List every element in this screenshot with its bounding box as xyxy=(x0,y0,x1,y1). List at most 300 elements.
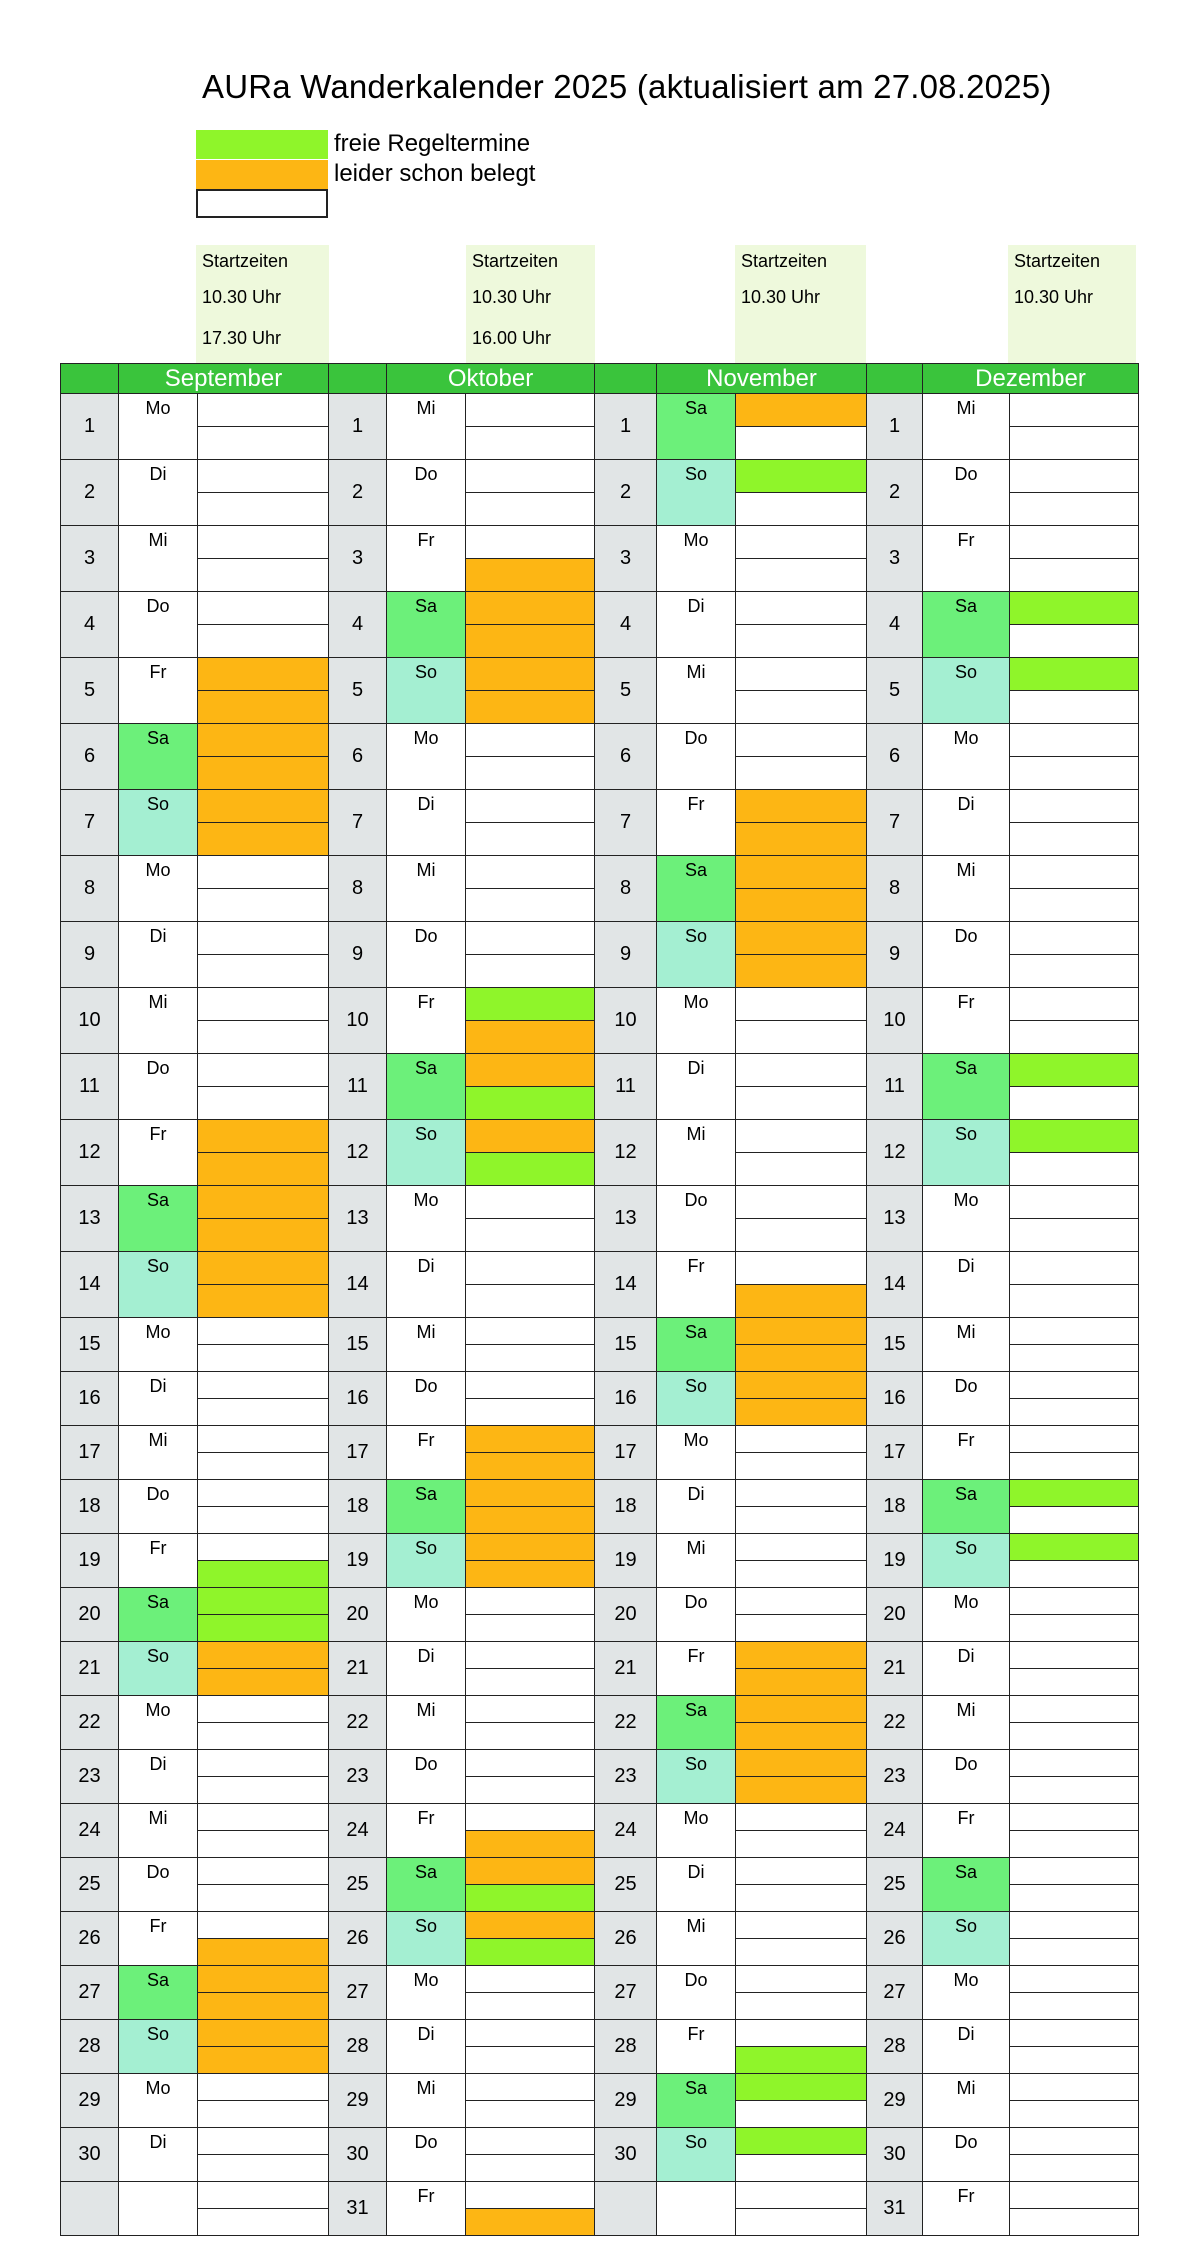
day-number: 4 xyxy=(595,592,657,658)
weekday-label: Di xyxy=(923,1642,1010,1696)
calendar-row xyxy=(61,2020,1139,2047)
time-slot-2 xyxy=(736,1399,867,1426)
day-number: 24 xyxy=(867,1804,923,1858)
time-slot-1 xyxy=(466,592,595,625)
weekday-label: Fr xyxy=(923,1426,1010,1480)
time-slot-2 xyxy=(466,955,595,988)
weekday-label: So xyxy=(119,1642,198,1696)
time-slot-1 xyxy=(1010,1912,1139,1939)
time-slot-2 xyxy=(198,1993,329,2020)
time-slot-1 xyxy=(466,1120,595,1153)
calendar-row xyxy=(61,856,1139,889)
weekday-label: Do xyxy=(119,592,198,658)
day-number: 8 xyxy=(867,856,923,922)
time-slot-1 xyxy=(466,526,595,559)
weekday-label: Mi xyxy=(657,1912,736,1966)
time-slot-2 xyxy=(1010,1939,1139,1966)
start-times-oktober xyxy=(466,245,595,363)
time-slot-2 xyxy=(736,1561,867,1588)
weekday-label: Mi xyxy=(923,856,1010,922)
weekday-label: Mo xyxy=(387,724,466,790)
time-slot-2 xyxy=(198,1219,329,1252)
weekday-label: Mi xyxy=(923,2074,1010,2128)
time-slot-1 xyxy=(736,394,867,427)
weekday-label: Sa xyxy=(119,1588,198,1642)
day-number: 22 xyxy=(595,1696,657,1750)
time-slot-1 xyxy=(466,1588,595,1615)
weekday-label: Mi xyxy=(657,658,736,724)
day-number: 9 xyxy=(329,922,387,988)
day-number: 21 xyxy=(867,1642,923,1696)
time-slot-1 xyxy=(198,1318,329,1345)
day-number: 1 xyxy=(61,394,119,460)
time-slot-2 xyxy=(736,1021,867,1054)
time-slot-2 xyxy=(198,559,329,592)
weekday-label: So xyxy=(119,2020,198,2074)
time-slot-2 xyxy=(736,823,867,856)
day-number: 8 xyxy=(61,856,119,922)
day-number: 11 xyxy=(595,1054,657,1120)
time-slot-1 xyxy=(736,1120,867,1153)
weekday-label: Mo xyxy=(119,856,198,922)
start-times-november xyxy=(735,245,866,363)
weekday-label: So xyxy=(657,460,736,526)
time-slot-1 xyxy=(466,2074,595,2101)
time-slot-1 xyxy=(198,1750,329,1777)
weekday-label: So xyxy=(923,1534,1010,1588)
time-slot-2 xyxy=(736,1219,867,1252)
weekday-label: Fr xyxy=(923,1804,1010,1858)
time-slot-1 xyxy=(736,1696,867,1723)
day-number: 3 xyxy=(595,526,657,592)
weekday-label: Do xyxy=(387,460,466,526)
calendar-row xyxy=(61,1120,1139,1153)
time-slot-2 xyxy=(466,1285,595,1318)
day-number: 4 xyxy=(867,592,923,658)
weekday-label: Mi xyxy=(657,1120,736,1186)
day-number: 23 xyxy=(867,1750,923,1804)
weekday-label: Do xyxy=(387,922,466,988)
day-number: 21 xyxy=(329,1642,387,1696)
day-number: 26 xyxy=(867,1912,923,1966)
time-slot-1 xyxy=(1010,592,1139,625)
start-time-1: 10.30 Uhr xyxy=(202,287,282,307)
weekday-label: Mo xyxy=(119,394,198,460)
weekday-label: Do xyxy=(923,2128,1010,2182)
calendar-row xyxy=(61,658,1139,691)
time-slot-1 xyxy=(198,1054,329,1087)
calendar-row xyxy=(61,790,1139,823)
time-slot-2 xyxy=(736,1777,867,1804)
time-slot-1 xyxy=(466,922,595,955)
day-number: 26 xyxy=(595,1912,657,1966)
time-slot-2 xyxy=(466,1399,595,1426)
weekday-label: Di xyxy=(923,1252,1010,1318)
calendar-row xyxy=(61,592,1139,625)
time-slot-2 xyxy=(736,1285,867,1318)
time-slot-1 xyxy=(1010,1480,1139,1507)
day-number: 29 xyxy=(867,2074,923,2128)
time-slot-2 xyxy=(736,1831,867,1858)
day-number: 18 xyxy=(595,1480,657,1534)
weekday-label: Fr xyxy=(387,988,466,1054)
day-number: 5 xyxy=(61,658,119,724)
day-number: 24 xyxy=(595,1804,657,1858)
time-slot-1 xyxy=(466,856,595,889)
time-slot-2 xyxy=(466,1993,595,2020)
day-number: 11 xyxy=(61,1054,119,1120)
day-number: 9 xyxy=(595,922,657,988)
time-slot-1 xyxy=(736,1186,867,1219)
time-slot-1 xyxy=(198,988,329,1021)
time-slot-2 xyxy=(1010,823,1139,856)
day-number: 14 xyxy=(595,1252,657,1318)
time-slot-2 xyxy=(466,2101,595,2128)
weekday-label: Sa xyxy=(923,1480,1010,1534)
time-slot-1 xyxy=(198,1372,329,1399)
start-times-september xyxy=(196,245,329,363)
day-number: 26 xyxy=(329,1912,387,1966)
time-slot-2 xyxy=(1010,691,1139,724)
time-slot-1 xyxy=(736,1750,867,1777)
page-title: AURa Wanderkalender 2025 (aktualisiert am 27.08.2025) xyxy=(202,68,1052,105)
day-number: 11 xyxy=(867,1054,923,1120)
time-slot-1 xyxy=(736,790,867,823)
calendar-row xyxy=(61,1318,1139,1345)
time-slot-1 xyxy=(1010,1696,1139,1723)
weekday-label: Mo xyxy=(119,2074,198,2128)
weekday-label: Di xyxy=(657,1858,736,1912)
weekday-label: Mo xyxy=(657,988,736,1054)
day-number: 8 xyxy=(595,856,657,922)
time-slot-1 xyxy=(466,724,595,757)
calendar-row xyxy=(61,1966,1139,1993)
time-slot-2 xyxy=(736,1939,867,1966)
time-slot-2 xyxy=(198,1669,329,1696)
day-number: 5 xyxy=(595,658,657,724)
weekday-label: So xyxy=(119,1252,198,1318)
time-slot-2 xyxy=(1010,2209,1139,2236)
time-slot-2 xyxy=(736,1087,867,1120)
time-slot-2 xyxy=(466,1885,595,1912)
month-header-oktober: Oktober xyxy=(387,364,595,394)
day-number: 19 xyxy=(61,1534,119,1588)
time-slot-2 xyxy=(198,823,329,856)
time-slot-1 xyxy=(1010,2182,1139,2209)
time-slot-1 xyxy=(198,526,329,559)
weekday-label: Mi xyxy=(923,394,1010,460)
day-number: 29 xyxy=(329,2074,387,2128)
day-number: 28 xyxy=(329,2020,387,2074)
calendar-row xyxy=(61,1534,1139,1561)
day-number: 30 xyxy=(867,2128,923,2182)
time-slot-2 xyxy=(1010,1669,1139,1696)
time-slot-1 xyxy=(736,1804,867,1831)
time-slot-2 xyxy=(1010,1453,1139,1480)
time-slot-2 xyxy=(1010,1777,1139,1804)
weekday-label: So xyxy=(923,658,1010,724)
time-slot-2 xyxy=(466,1345,595,1372)
time-slot-1 xyxy=(1010,1372,1139,1399)
weekday-label: Mi xyxy=(387,1696,466,1750)
time-slot-2 xyxy=(1010,1285,1139,1318)
time-slot-1 xyxy=(466,2128,595,2155)
day-number: 25 xyxy=(595,1858,657,1912)
time-slot-1 xyxy=(198,1588,329,1615)
time-slot-2 xyxy=(1010,889,1139,922)
time-slot-1 xyxy=(198,1480,329,1507)
day-number: 28 xyxy=(867,2020,923,2074)
weekday-label: Sa xyxy=(387,1054,466,1120)
weekday-label: So xyxy=(387,1120,466,1186)
time-slot-2 xyxy=(466,1669,595,1696)
time-slot-2 xyxy=(736,559,867,592)
time-slot-2 xyxy=(736,625,867,658)
day-number: 11 xyxy=(329,1054,387,1120)
calendar-body xyxy=(61,394,1139,2236)
weekday-label: Fr xyxy=(657,1252,736,1318)
day-number: 25 xyxy=(867,1858,923,1912)
time-slot-1 xyxy=(198,1696,329,1723)
time-slot-1 xyxy=(198,1912,329,1939)
day-number: 4 xyxy=(61,592,119,658)
time-slot-2 xyxy=(736,955,867,988)
time-slot-2 xyxy=(198,493,329,526)
time-slot-1 xyxy=(466,988,595,1021)
calendar-row xyxy=(61,1858,1139,1885)
time-slot-2 xyxy=(198,1507,329,1534)
weekday-label: Di xyxy=(119,1750,198,1804)
time-slot-2 xyxy=(198,2155,329,2182)
time-slot-2 xyxy=(736,493,867,526)
weekday-label: Di xyxy=(119,1372,198,1426)
weekday-label: Di xyxy=(657,1054,736,1120)
time-slot-2 xyxy=(736,1453,867,1480)
day-number: 17 xyxy=(867,1426,923,1480)
day-number: 20 xyxy=(61,1588,119,1642)
time-slot-2 xyxy=(736,2101,867,2128)
calendar-row xyxy=(61,922,1139,955)
time-slot-2 xyxy=(466,1723,595,1750)
time-slot-1 xyxy=(466,1696,595,1723)
time-slot-2 xyxy=(466,889,595,922)
time-slot-2 xyxy=(1010,1831,1139,1858)
time-slot-2 xyxy=(198,1777,329,1804)
weekday-label xyxy=(119,2182,198,2236)
weekday-label: Mo xyxy=(657,526,736,592)
day-number: 17 xyxy=(61,1426,119,1480)
weekday-label: So xyxy=(387,658,466,724)
time-slot-1 xyxy=(466,460,595,493)
weekday-label: So xyxy=(119,790,198,856)
weekday-label: Mi xyxy=(387,2074,466,2128)
time-slot-2 xyxy=(1010,1219,1139,1252)
time-slot-1 xyxy=(736,2182,867,2209)
day-number: 6 xyxy=(867,724,923,790)
time-slot-1 xyxy=(466,1804,595,1831)
time-slot-1 xyxy=(736,2128,867,2155)
legend-swatch-empty xyxy=(196,189,328,218)
day-number: 29 xyxy=(61,2074,119,2128)
time-slot-2 xyxy=(736,1345,867,1372)
calendar-row xyxy=(61,1186,1139,1219)
day-number xyxy=(595,2182,657,2236)
time-slot-1 xyxy=(466,1750,595,1777)
day-number: 22 xyxy=(61,1696,119,1750)
weekday-label: Mi xyxy=(923,1696,1010,1750)
day-number: 18 xyxy=(867,1480,923,1534)
time-slot-1 xyxy=(198,1804,329,1831)
time-slot-1 xyxy=(736,1054,867,1087)
time-slot-2 xyxy=(1010,2101,1139,2128)
day-number: 16 xyxy=(61,1372,119,1426)
time-slot-1 xyxy=(736,1588,867,1615)
day-number: 14 xyxy=(329,1252,387,1318)
weekday-label: Mo xyxy=(119,1318,198,1372)
time-slot-1 xyxy=(1010,1642,1139,1669)
time-slot-2 xyxy=(198,1723,329,1750)
time-slot-1 xyxy=(198,1186,329,1219)
time-slot-1 xyxy=(736,1912,867,1939)
weekday-label: Do xyxy=(657,724,736,790)
time-slot-2 xyxy=(466,493,595,526)
time-slot-1 xyxy=(1010,658,1139,691)
calendar-row xyxy=(61,1426,1139,1453)
time-slot-2 xyxy=(466,625,595,658)
day-number: 15 xyxy=(329,1318,387,1372)
day-number: 1 xyxy=(329,394,387,460)
time-slot-1 xyxy=(466,1912,595,1939)
time-slot-2 xyxy=(736,1885,867,1912)
day-number: 16 xyxy=(867,1372,923,1426)
time-slot-2 xyxy=(466,823,595,856)
day-number: 14 xyxy=(867,1252,923,1318)
month-header-spacer xyxy=(61,364,119,394)
day-number: 23 xyxy=(595,1750,657,1804)
day-number: 20 xyxy=(595,1588,657,1642)
weekday-label: Do xyxy=(657,1966,736,2020)
day-number: 2 xyxy=(61,460,119,526)
day-number: 8 xyxy=(329,856,387,922)
day-number: 28 xyxy=(61,2020,119,2074)
time-slot-2 xyxy=(466,1939,595,1966)
day-number: 30 xyxy=(61,2128,119,2182)
time-slot-1 xyxy=(198,1426,329,1453)
calendar-row xyxy=(61,1750,1139,1777)
weekday-label: Sa xyxy=(119,724,198,790)
weekday-label: Mo xyxy=(657,1426,736,1480)
time-slot-2 xyxy=(198,691,329,724)
calendar-row xyxy=(61,988,1139,1021)
time-slot-2 xyxy=(1010,1993,1139,2020)
weekday-label: Sa xyxy=(119,1186,198,1252)
month-header-dezember: Dezember xyxy=(923,364,1139,394)
weekday-label: So xyxy=(387,1534,466,1588)
time-slot-1 xyxy=(466,1480,595,1507)
time-slot-2 xyxy=(466,2155,595,2182)
time-slot-1 xyxy=(736,2020,867,2047)
time-slot-1 xyxy=(1010,1804,1139,1831)
day-number: 20 xyxy=(867,1588,923,1642)
weekday-label: Di xyxy=(657,1480,736,1534)
time-slot-2 xyxy=(1010,1087,1139,1120)
day-number: 2 xyxy=(595,460,657,526)
time-slot-1 xyxy=(198,1534,329,1561)
time-slot-1 xyxy=(1010,1252,1139,1285)
time-slot-1 xyxy=(1010,1186,1139,1219)
weekday-label: Mo xyxy=(387,1966,466,2020)
day-number: 31 xyxy=(329,2182,387,2236)
time-slot-2 xyxy=(466,427,595,460)
weekday-label: So xyxy=(923,1912,1010,1966)
weekday-label: Fr xyxy=(119,658,198,724)
legend-swatch-booked xyxy=(196,160,328,189)
time-slot-1 xyxy=(466,2182,595,2209)
day-number: 21 xyxy=(61,1642,119,1696)
time-slot-2 xyxy=(736,757,867,790)
weekday-label: Do xyxy=(119,1054,198,1120)
weekday-label: Sa xyxy=(657,1696,736,1750)
weekday-label: Fr xyxy=(923,2182,1010,2236)
time-slot-1 xyxy=(1010,2074,1139,2101)
time-slot-1 xyxy=(198,592,329,625)
calendar-row xyxy=(61,1480,1139,1507)
time-slot-2 xyxy=(736,427,867,460)
day-number: 10 xyxy=(329,988,387,1054)
time-slot-1 xyxy=(466,790,595,823)
time-slot-2 xyxy=(466,1561,595,1588)
time-slot-1 xyxy=(198,1858,329,1885)
time-slot-2 xyxy=(198,1939,329,1966)
time-slot-2 xyxy=(198,955,329,988)
time-slot-2 xyxy=(466,1453,595,1480)
weekday-label: Sa xyxy=(387,1480,466,1534)
time-slot-2 xyxy=(198,1345,329,1372)
time-slot-2 xyxy=(736,2209,867,2236)
calendar-row xyxy=(61,1804,1139,1831)
day-number: 7 xyxy=(329,790,387,856)
time-slot-1 xyxy=(736,1426,867,1453)
time-slot-1 xyxy=(198,1120,329,1153)
time-slot-1 xyxy=(466,2020,595,2047)
day-number: 31 xyxy=(867,2182,923,2236)
time-slot-2 xyxy=(198,2209,329,2236)
day-number: 12 xyxy=(595,1120,657,1186)
weekday-label: Do xyxy=(387,1372,466,1426)
day-number: 6 xyxy=(329,724,387,790)
time-slot-1 xyxy=(1010,922,1139,955)
day-number: 5 xyxy=(867,658,923,724)
weekday-label: Di xyxy=(923,790,1010,856)
time-slot-2 xyxy=(1010,493,1139,526)
time-slot-1 xyxy=(1010,1054,1139,1087)
time-slot-1 xyxy=(1010,856,1139,889)
day-number: 15 xyxy=(595,1318,657,1372)
time-slot-2 xyxy=(1010,1021,1139,1054)
time-slot-1 xyxy=(466,1372,595,1399)
time-slot-2 xyxy=(1010,1885,1139,1912)
time-slot-1 xyxy=(1010,1120,1139,1153)
weekday-label: Fr xyxy=(387,526,466,592)
time-slot-1 xyxy=(198,790,329,823)
weekday-label: Di xyxy=(387,1642,466,1696)
weekday-label: Do xyxy=(657,1186,736,1252)
day-number: 21 xyxy=(595,1642,657,1696)
time-slot-1 xyxy=(1010,526,1139,559)
start-times-dezember xyxy=(1008,245,1136,363)
time-slot-2 xyxy=(736,1723,867,1750)
weekday-label: Fr xyxy=(119,1534,198,1588)
